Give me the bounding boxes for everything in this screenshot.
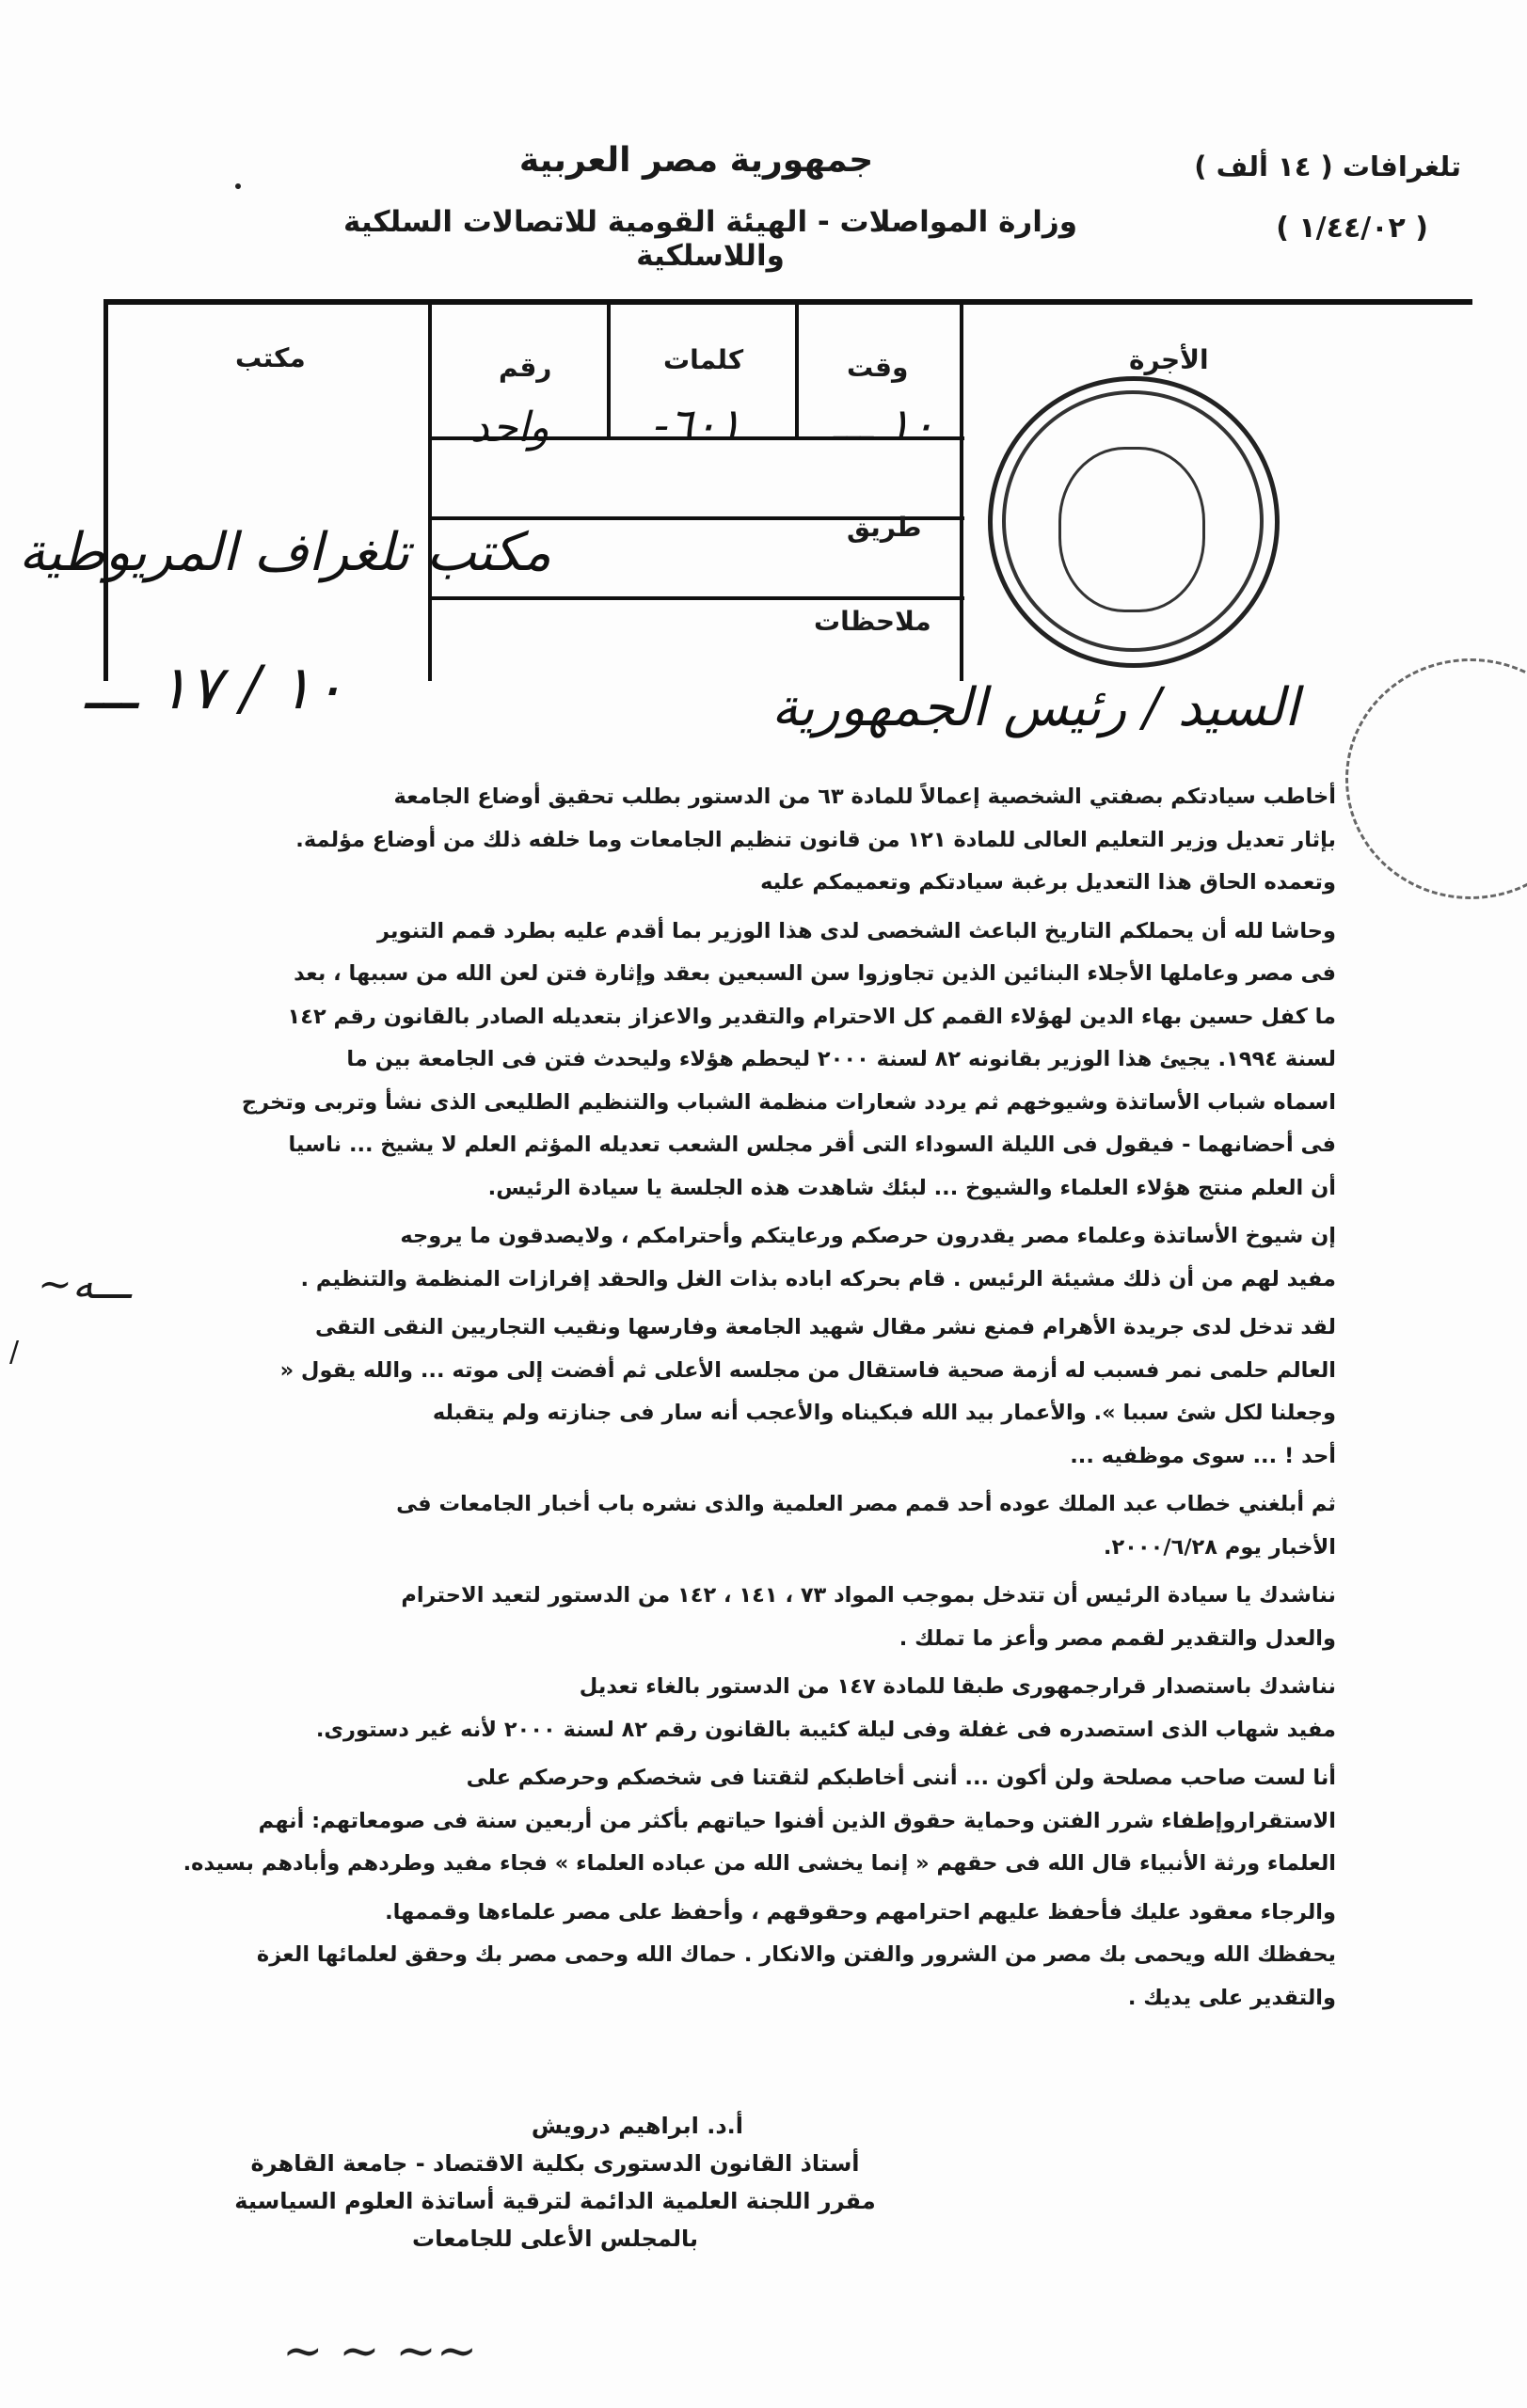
body-line: العلماء ورثة الأنبياء قال الله فى حقهم « إنما يخشى الله من عباده العلماء » فجاء مفيد وطردهم وأبادهم بسيده.	[183, 1851, 1336, 1876]
signer-name: أ.د. ابراهيم درويش	[531, 2113, 743, 2139]
handwritten-recipient: السيد / رئيس الجمهورية	[771, 677, 1299, 738]
body-line: لسنة ١٩٩٤. يجيئ هذا الوزير بقانونه ٨٢ لسنة ٢٠٠٠ ليحطم هؤلاء وليحدث فتن فى الجامعة بين ما	[346, 1047, 1336, 1071]
body-line: فى مصر وعاملها الأجلاء البنائين الذين تجاوزوا سن السبعين بعقد وإثارة فتن لعن الله من سببها ، بعد	[294, 961, 1336, 986]
margin-handwritten-mark: ~ـــه	[38, 1260, 132, 1308]
body-paragraph	[132, 1307, 1336, 1478]
label-office: مكتب	[235, 342, 306, 373]
body-paragraph	[132, 1483, 1336, 1569]
document-title: جمهورية مصر العربية	[518, 141, 874, 180]
body-paragraph	[132, 1215, 1336, 1301]
body-line: مفيد شهاب الذى استصدره فى غفلة وفى ليلة كئيبة بالقانون رقم ٨٢ لسنة ٢٠٠٠ لأنه غير دستورى.	[315, 1717, 1336, 1742]
signer-title-3: بالمجلس الأعلى للجامعات	[411, 2226, 699, 2252]
body-paragraph	[132, 776, 1336, 905]
body-line: وحاشا لله أن يحملكم التاريخ الباعث الشخصى لدى هذا الوزير بما أقدم عليه بطرد قمم التنوير	[377, 918, 1336, 943]
faded-stamp	[1345, 658, 1527, 899]
body-line: نناشدك يا سيادة الرئيس أن تتدخل بموجب المواد ٧٣ ، ١٤١ ، ١٤٢ من الدستور لتعيد الاحترام	[401, 1583, 1336, 1608]
label-route: طريق	[847, 512, 922, 543]
body-line: أنا لست صاحب مصلحة ولن أكون ... أننى أخاطبكم لثقتنا فى شخصكم وحرصكم على	[466, 1766, 1336, 1790]
scan-speck	[235, 183, 241, 189]
body-line: الأخبار يوم ٢٠٠٠/٦/٢٨.	[1103, 1534, 1336, 1560]
body-line: والرجاء معقود عليك فأحفظ عليهم احترامهم وحقوقهم ، وأحفظ على مصر علماءها وقممها.	[385, 1899, 1336, 1925]
label-words: كلمات	[663, 344, 744, 375]
form-number: ( ١/٤٤/٠٢ )	[1276, 212, 1428, 245]
handwritten-time: ١٠ ـــ	[833, 399, 936, 452]
telegram-body	[132, 776, 1336, 2025]
body-paragraph	[132, 911, 1336, 1211]
body-line: العالم حلمى نمر فسبب له أزمة صحية فاستقال من مجلسه الأعلى ثم أفضت إلى موته ... والله يقول «	[279, 1357, 1336, 1383]
body-line: والعدل والتقدير لقمم مصر وأعز ما تملك .	[899, 1625, 1336, 1651]
body-line: أخاطب سيادتكم بصفتي الشخصية إعمالاً للمادة ٦٣ من الدستور بطلب تحقيق أوضاع الجامعة	[393, 784, 1336, 809]
body-line: يحفظك الله ويحمى بك مصر من الشرور والفتن والانكار . حماك الله وحمى مصر بك وحقق لعلمائها العزة	[256, 1942, 1336, 1967]
body-line: وتعمده الحاق هذا التعديل برغبة سيادتكم وتعميمكم عليه	[760, 870, 1336, 895]
handwritten-words: ٦٠١-	[654, 399, 742, 452]
body-line: فى أحضانهما - فيقول فى الليلة السوداء التى أقر مجلس الشعب تعديله المؤثم العلم لا يشيخ ... ناسيا	[288, 1133, 1336, 1157]
body-line: مفيد لهم من أن ذلك مشيئة الرئيس . قام بحركه اباده بذات الغل والحقد إفرازات المنظمة والتنظيم .	[300, 1266, 1336, 1291]
body-line: ثم أبلغني خطاب عبد الملك عوده أحد قمم مصر العلمية والذى نشره باب أخبار الجامعات فى	[396, 1492, 1336, 1516]
body-line: لقد تدخل لدى جريدة الأهرام فمنع نشر مقال شهيد الجامعة وفارسها ونقيب التجاريين النقى التقى	[314, 1315, 1336, 1339]
body-paragraph	[132, 1892, 1336, 2020]
grid-divider	[960, 436, 963, 681]
body-line: إن شيوخ الأساتذة وعلماء مصر يقدرون حرصكم ورعايتكم وأحترامكم ، ولايصدقون ما يروجه	[400, 1224, 1336, 1248]
grid-divider	[607, 305, 611, 436]
eagle-emblem-icon	[1058, 447, 1205, 612]
body-line: أحد ! ... سوى موظفيه ...	[1070, 1443, 1336, 1468]
body-line: أن العلم منتج هؤلاء العلماء والشيوخ ... لبئك شاهدت هذه الجلسة يا سيادة الرئيس.	[487, 1175, 1336, 1200]
body-line: ما كفل حسين بهاء الدين لهؤلاء القمم كل الاحترام والتقدير والاعزاز بتعديله الصادر بالقانون رقم ١٤٢	[287, 1004, 1336, 1029]
grid-divider	[795, 305, 799, 436]
grid-divider	[960, 305, 963, 436]
body-line: الاستقراروإطفاء شرر الفتن وحماية حقوق الذين أفنوا حياتهم بأكثر من أربعين سنة فى صومعاتهم: أنهم	[258, 1808, 1336, 1833]
label-number: رقم	[499, 352, 552, 383]
signer-title-1: أستاذ القانون الدستورى بكلية الاقتصاد - جامعة القاهرة	[250, 2150, 860, 2177]
grid-divider	[428, 596, 964, 600]
grid-divider	[428, 305, 432, 436]
margin-tick: /	[9, 1336, 20, 1369]
body-line: اسماه شباب الأساتذة وشيوخهم ثم يردد شعارات منظمة الشباب والتنظيم الطليعى الذى نشأ وتربى وتخرج	[241, 1089, 1336, 1115]
body-paragraph	[132, 1666, 1336, 1751]
handwritten-office: مكتب تلغراف المريوطية	[19, 522, 551, 583]
handwritten-number: واحد	[470, 404, 549, 452]
label-notes: ملاحظات	[814, 606, 931, 637]
body-line: والتقدير على يديك .	[1127, 1985, 1336, 2010]
body-line: بإثار تعديل وزير التعليم العالى للمادة ١٢١ من قانون تنظيم الجامعات وما خلفه ذلك من أوضاع مؤلمة.	[295, 827, 1336, 852]
signature-block	[226, 2107, 884, 2258]
body-line: وجعلنا لكل شئ سببا ». والأعمار بيد الله فبكيناه والأعجب أنه سار فى جنازته ولم يتقبله	[432, 1401, 1336, 1425]
label-time: وقت	[847, 352, 909, 383]
signer-title-2: مقرر اللجنة العلمية الدائمة لترقية أساتذة العلوم السياسية	[234, 2188, 876, 2214]
body-line: نناشدك باستصدار قرارجمهورى طبقا للمادة ١٤٧ من الدستور بالغاء تعديل	[579, 1674, 1336, 1699]
body-paragraph	[132, 1575, 1336, 1660]
handwritten-date: ١٠ / ١٧ ـــ	[85, 654, 345, 723]
handwritten-scrawl-bottom: ~~ ~ ~	[282, 2323, 478, 2380]
label-fee: الأجرة	[1129, 344, 1209, 375]
form-code: تلغرافات ( ١٤ ألف )	[1194, 150, 1461, 182]
ministry-subtitle: وزارة المواصلات - الهيئة القومية للاتصالات السلكية واللاسلكية	[343, 205, 1077, 273]
body-paragraph	[132, 1757, 1336, 1886]
